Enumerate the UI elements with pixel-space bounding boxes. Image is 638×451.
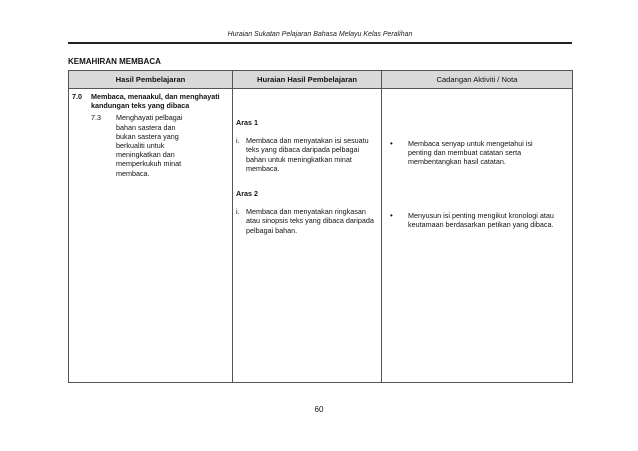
level-1-title: Aras 1 — [236, 118, 258, 127]
level-2-item-number: i. — [236, 207, 240, 217]
outcome-number: 7.0 — [72, 92, 82, 101]
outcome-text: Membaca, menaakul, dan menghayati kandungan teks yang dibaca — [91, 92, 220, 111]
activity-text-1: Membaca senyap untuk mengetahui isi penting dan membuat catatan serta membentangkan hasil catatan. — [408, 139, 533, 167]
level-1-item-number: i. — [236, 136, 240, 146]
learning-outcome-cell — [69, 89, 233, 383]
level-2 — [236, 189, 378, 235]
level-1 — [236, 118, 378, 173]
header-learning-outcome: Hasil Pembelajaran — [69, 71, 233, 89]
curriculum-table — [68, 70, 573, 383]
page-number: 60 — [314, 405, 324, 414]
running-header: Huraian Sukatan Pelajaran Bahasa Melayu Kelas Peralihan — [227, 31, 413, 38]
level-2-title: Aras 2 — [236, 189, 258, 199]
activity-text-2: Menyusun isi penting mengikut kronologi atau keutamaan berdasarkan petikan yang dibaca. — [408, 210, 554, 229]
header-outcome-description: Huraian Hasil Pembelajaran — [233, 71, 382, 89]
section-title: KEMAHIRAN MEMBACA — [68, 57, 161, 66]
sub-outcome-number: 7.3 — [91, 113, 101, 123]
header-rule — [68, 42, 572, 44]
bullet-icon: • — [390, 210, 393, 220]
level-2-item-text: Membaca dan menyatakan ringkasan atau sinopsis teks yang dibaca daripada pelbagai bahan. — [246, 207, 374, 235]
bullet-icon: • — [390, 139, 393, 148]
header-suggested-activities: Cadangan Aktiviti / Nota — [382, 71, 573, 89]
sub-outcome — [72, 113, 229, 177]
activity-item-1 — [385, 139, 569, 167]
outcome-heading — [72, 92, 229, 110]
table-row — [69, 89, 573, 383]
level-1-item — [236, 136, 378, 173]
table-header-row — [69, 71, 573, 89]
level-1-item-text: Membaca dan menyatakan isi sesuatu teks yang dibaca daripada pelbagai bahan untuk meningkatkan minat membaca. — [246, 136, 369, 173]
outcome-description-cell — [233, 89, 382, 383]
sub-outcome-text: Menghayati pelbagai bahan sastera dan bukan sastera yang berkualiti untuk meningkatkan dan memperkukuh minat membaca. — [116, 113, 183, 178]
suggested-activities-cell — [382, 89, 573, 383]
level-2-item — [236, 207, 378, 235]
activity-item-2 — [385, 211, 569, 229]
